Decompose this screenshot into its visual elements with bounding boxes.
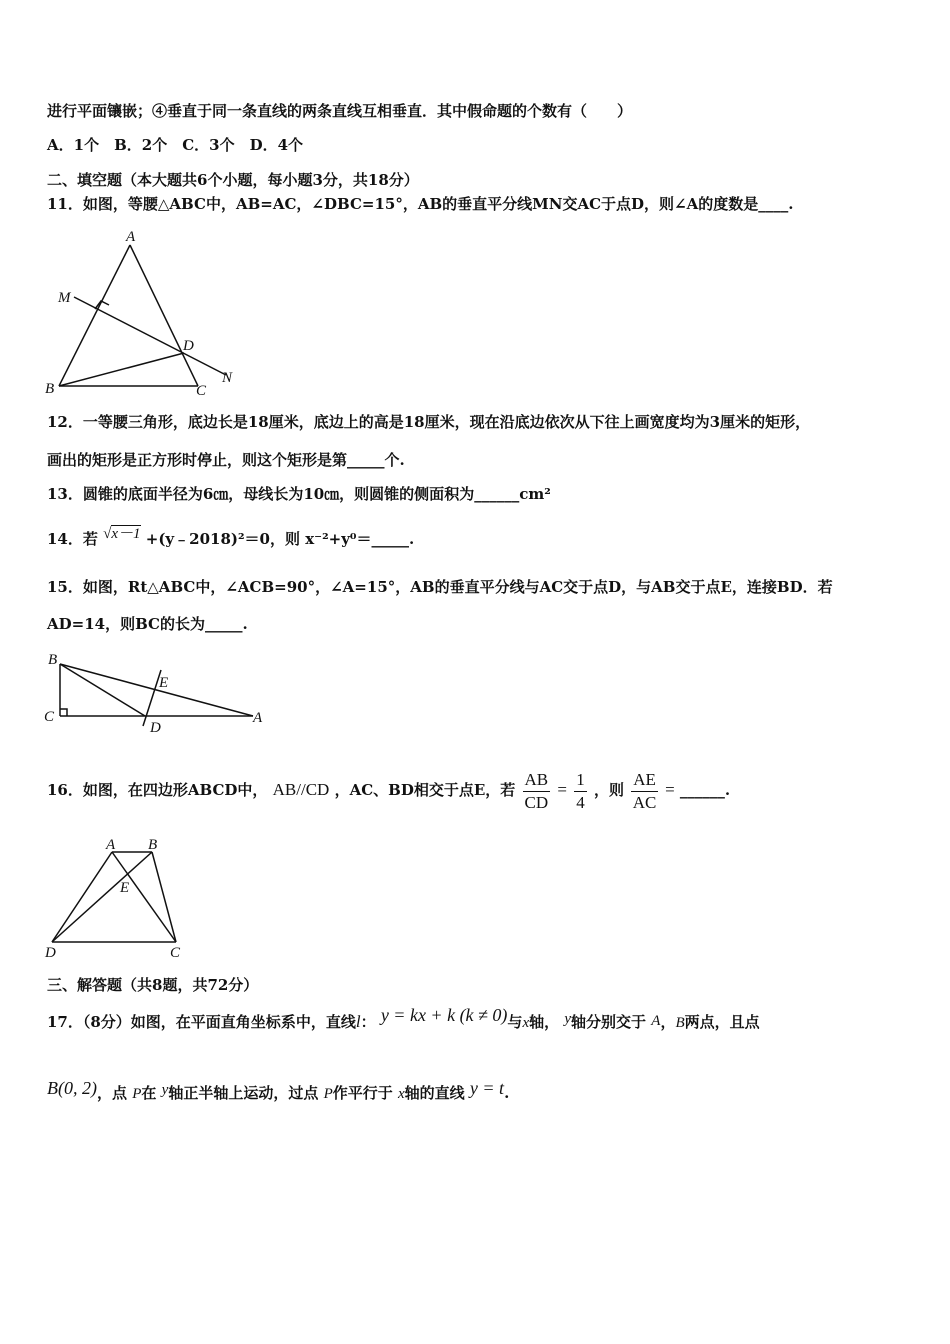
fraction-ab-cd: $\frac{AB}{CD}$ bbox=[524, 769, 549, 812]
equals-sign-1: = bbox=[557, 780, 567, 799]
question-12-line2: 画出的矩形是正方形时停止，则这个矩形是第_____个. bbox=[47, 451, 405, 469]
figure-q11 bbox=[40, 225, 250, 400]
label-N: N bbox=[222, 370, 233, 386]
label-E: E bbox=[120, 880, 130, 896]
line-prev-question: 进行平面镶嵌；④垂直于同一条直线的两条直线互相垂直．其中假命题的个数有（ ） bbox=[47, 102, 633, 120]
q16-parallel: AB//CD bbox=[272, 780, 330, 799]
q14-suffix: +(y﹣2018)²＝0，则 x⁻²+y⁰＝_____. bbox=[145, 530, 415, 548]
label-B: B bbox=[45, 381, 55, 397]
label-D: D bbox=[45, 945, 56, 961]
label-C: C bbox=[44, 709, 55, 725]
q16-then: ，则 bbox=[593, 781, 624, 799]
fraction-ae-ac: $\frac{AE}{AC}$ bbox=[632, 769, 657, 812]
label-C: C bbox=[196, 383, 207, 399]
line-options: A．1个 B．2个 C．3个 D．4个 bbox=[47, 136, 304, 154]
answer-blank: ______. bbox=[679, 781, 731, 799]
label-D: D bbox=[150, 720, 161, 736]
section-2-title: 二、填空题（本大题共6个小题，每小题3分，共18分） bbox=[47, 171, 419, 189]
label-B: B bbox=[48, 652, 58, 668]
label-B: B bbox=[148, 837, 158, 853]
figure-q15 bbox=[40, 650, 265, 738]
label-D: D bbox=[183, 338, 194, 354]
equals-sign-2: = bbox=[665, 780, 675, 799]
question-16 bbox=[47, 768, 730, 814]
section-3-title: 三、解答题（共8题，共72分） bbox=[47, 976, 259, 994]
question-12-line1: 12．一等腰三角形，底边长是18厘米，底边上的高是18厘米，现在沿底边依次从下往上画宽度均为3厘米的矩形， bbox=[47, 413, 811, 431]
label-A: A bbox=[106, 837, 116, 853]
label-A: A bbox=[253, 710, 263, 726]
label-M: M bbox=[58, 290, 71, 306]
question-15-line1: 15．如图，Rt△ABC中，∠ACB=90°，∠A=15°，AB的垂直平分线与AC交于点D，与AB交于点E，连接BD．若 bbox=[47, 578, 833, 596]
q16-prefix: 16．如图，在四边形ABCD中， bbox=[47, 781, 268, 799]
question-17-line2: B(0, 2)，点 P在 y轴正半轴上运动，过点 P作平行于 x轴的直线 y = t. bbox=[47, 1078, 510, 1102]
question-13: 13．圆锥的底面半径为6㎝，母线长为10㎝，则圆锥的侧面积为______cm² bbox=[47, 485, 551, 503]
label-C: C bbox=[170, 945, 181, 961]
question-14 bbox=[47, 526, 415, 550]
q14-prefix: 14．若 bbox=[47, 530, 98, 548]
label-E: E bbox=[159, 675, 169, 691]
q14-radical: √x－1 bbox=[103, 526, 141, 542]
q16-mid: ，AC、BD相交于点E，若 bbox=[334, 781, 516, 799]
fraction-one-fourth: $\frac{1}{4}$ bbox=[576, 769, 585, 812]
question-15-line2: AD=14，则BC的长为_____. bbox=[47, 615, 248, 633]
question-11: 11．如图，等腰△ABC中，AB=AC，∠DBC=15°，AB的垂直平分线MN交AC于点D，则∠A的度数是____. bbox=[47, 195, 794, 213]
figure-q16 bbox=[40, 832, 195, 962]
label-A: A bbox=[126, 229, 136, 245]
question-17-line1: 17．（8分）如图，在平面直角坐标系中，直线l： y = kx + k (k ≠ 0)与x轴， y轴分别交于 A，B两点，且点 bbox=[47, 1005, 760, 1031]
